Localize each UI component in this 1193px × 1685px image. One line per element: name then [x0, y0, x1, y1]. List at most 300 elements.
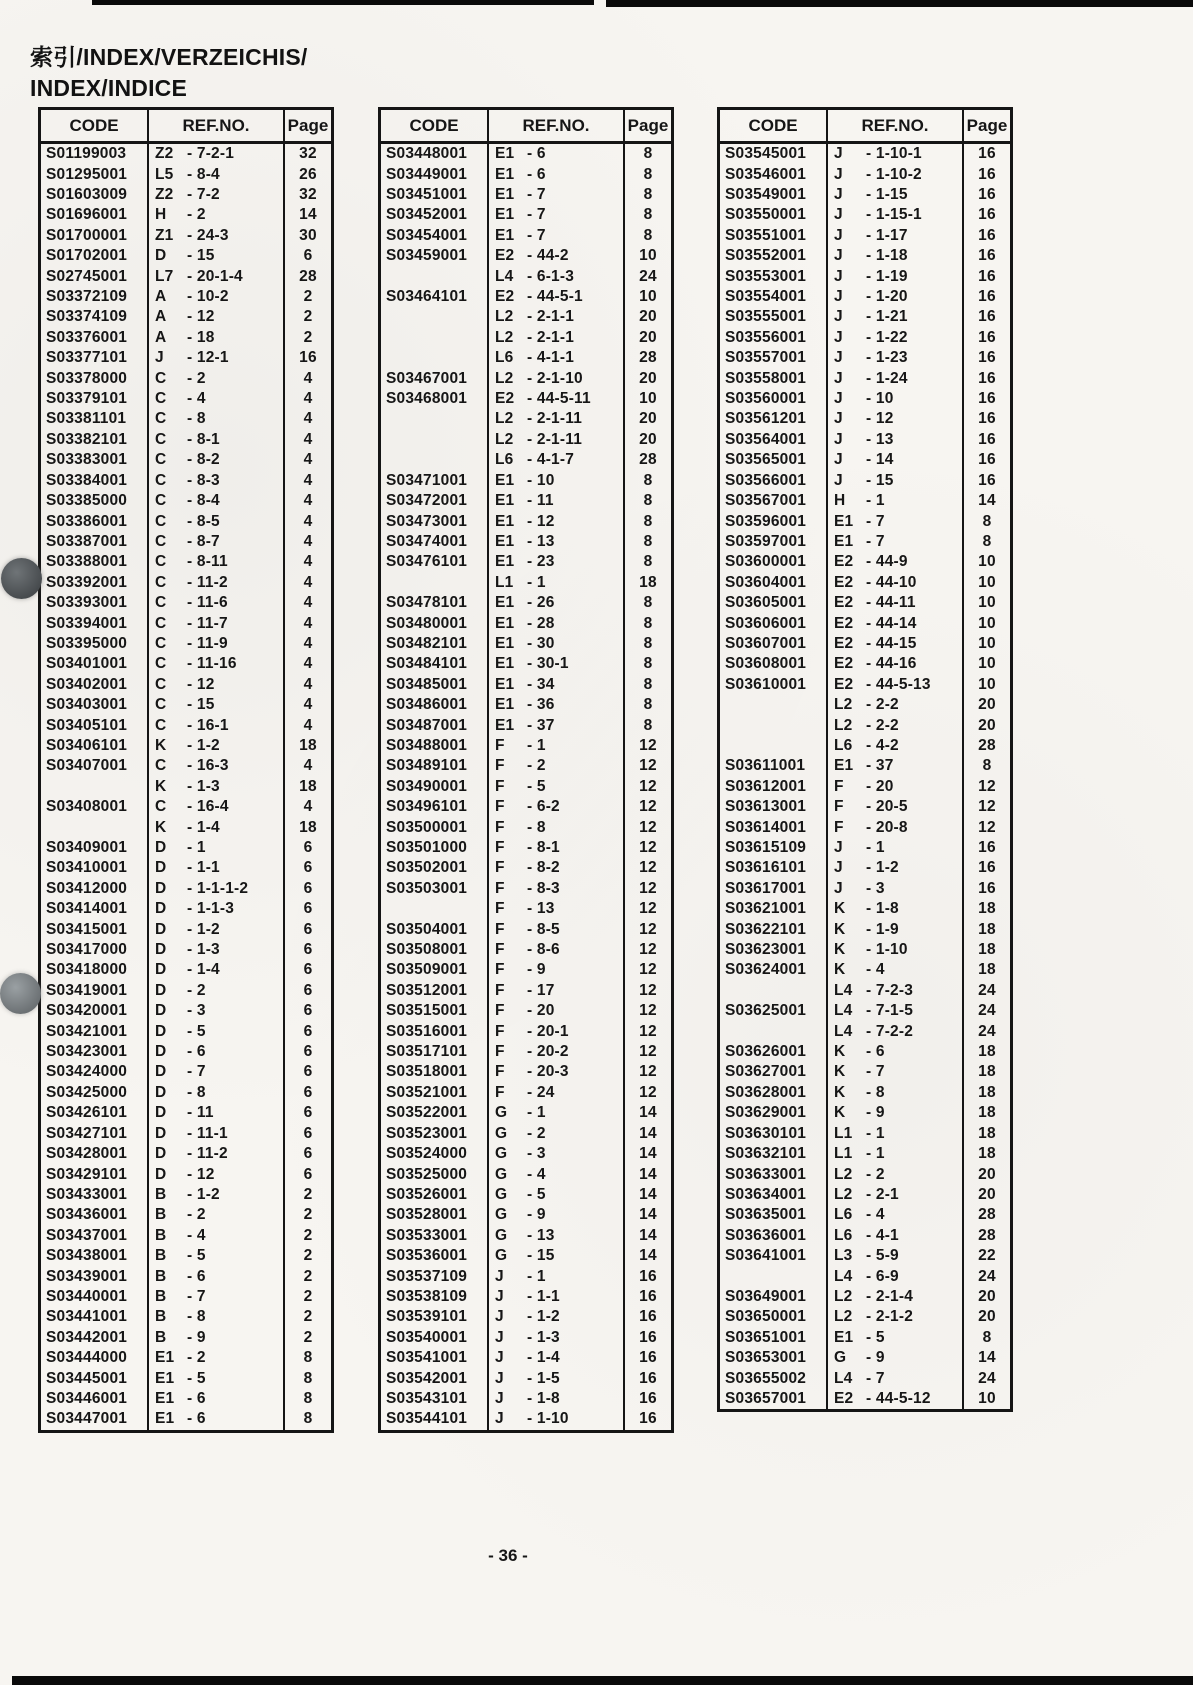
ref-number: - 11-6: [187, 594, 228, 612]
ref-prefix: C: [155, 471, 167, 489]
ref-prefix: E1: [495, 186, 515, 204]
ref-number: - 1: [527, 1104, 546, 1122]
code-cell: [720, 695, 828, 715]
page-cell: 12: [639, 920, 657, 938]
table-row: [41, 144, 331, 164]
table-row: [41, 409, 331, 429]
table-row: [41, 430, 331, 450]
ref-cell: [489, 654, 625, 674]
ref-number: - 7: [527, 226, 546, 244]
ref-prefix: F: [495, 900, 505, 918]
code-cell: S03509001: [381, 960, 489, 980]
ref-cell: [489, 1287, 625, 1307]
code-cell: S03538109: [381, 1287, 489, 1307]
ref-prefix: K: [834, 1063, 846, 1081]
page-cell: 8: [643, 696, 653, 714]
ref-cell: [489, 552, 625, 572]
ref-cell: [149, 287, 285, 307]
ref-cell: [149, 756, 285, 776]
ref-number: - 8: [527, 818, 546, 836]
table-row: [41, 307, 331, 327]
table-row: [720, 797, 1010, 817]
ref-number: - 2-1-4: [866, 1287, 914, 1305]
ref-number: - 2: [187, 1206, 206, 1224]
code-cell: S03504001: [381, 919, 489, 939]
ref-cell: [828, 1103, 964, 1123]
table-row: [41, 1185, 331, 1205]
ref-number: - 5: [187, 1369, 206, 1387]
ref-number: - 8: [866, 1083, 885, 1101]
page-cell: 14: [639, 1247, 657, 1265]
page-cell: 28: [978, 736, 996, 754]
ref-cell: [149, 940, 285, 960]
ref-number: - 11-9: [187, 634, 228, 652]
code-cell: S03454001: [381, 226, 489, 246]
code-cell: S03409001: [41, 838, 149, 858]
code-cell: S03436001: [41, 1205, 149, 1225]
page-cell: 20: [978, 1308, 996, 1326]
ref-number: - 5: [187, 1247, 206, 1265]
page-cell: 4: [303, 634, 313, 652]
page-cell: 18: [639, 573, 657, 591]
code-cell: S03521001: [381, 1083, 489, 1103]
ref-prefix: G: [495, 1124, 508, 1142]
ref-prefix: F: [495, 798, 505, 816]
table-row: [41, 695, 331, 715]
code-cell: S03378000: [41, 368, 149, 388]
ref-number: - 2: [187, 369, 206, 387]
code-cell: S03405101: [41, 715, 149, 735]
table-row: [720, 205, 1010, 225]
table-row: [381, 1266, 671, 1286]
ref-cell: [149, 552, 285, 572]
code-cell: [381, 409, 489, 429]
ref-cell: [828, 532, 964, 552]
ref-prefix: D: [155, 1063, 167, 1081]
ref-number: - 9: [527, 961, 546, 979]
ref-prefix: B: [155, 1308, 167, 1326]
code-cell: S03542001: [381, 1368, 489, 1388]
page-cell: 14: [978, 492, 996, 510]
code-cell: S03487001: [381, 715, 489, 735]
ref-prefix: L4: [834, 981, 853, 999]
table-row: [381, 1001, 671, 1021]
refno-column-header: REF.NO.: [149, 110, 285, 141]
ref-cell: [149, 450, 285, 470]
ref-number: - 1-2: [866, 859, 899, 877]
ref-number: - 44-2: [527, 247, 569, 265]
ref-number: - 12: [187, 675, 215, 693]
ref-number: - 1: [866, 1124, 885, 1142]
ref-prefix: G: [495, 1206, 508, 1224]
table-row: [41, 1287, 331, 1307]
ref-number: - 6: [527, 165, 546, 183]
ref-number: - 1-10-1: [866, 145, 922, 163]
ref-prefix: F: [834, 818, 844, 836]
ref-prefix: K: [834, 1083, 846, 1101]
page-cell: 24: [639, 267, 657, 285]
ref-prefix: F: [495, 1063, 505, 1081]
ref-number: - 4-1: [866, 1226, 899, 1244]
ref-number: - 8-5: [527, 920, 560, 938]
table-row: [720, 736, 1010, 756]
table-row: [41, 654, 331, 674]
ref-prefix: F: [495, 1083, 505, 1101]
ref-number: - 4: [187, 390, 206, 408]
ref-prefix: G: [495, 1145, 508, 1163]
ref-number: - 1-5: [527, 1369, 560, 1387]
page-cell: 8: [643, 206, 653, 224]
table-row: [41, 1205, 331, 1225]
ref-number: - 44-5-11: [527, 390, 591, 408]
ref-cell: [489, 511, 625, 531]
ref-prefix: D: [155, 981, 167, 999]
page-cell: 20: [639, 410, 657, 428]
page-cell: 8: [303, 1369, 313, 1387]
ref-prefix: D: [155, 900, 167, 918]
ref-cell: [149, 1103, 285, 1123]
code-cell: S03392001: [41, 573, 149, 593]
ref-number: - 6-2: [527, 798, 560, 816]
page-cell: 12: [639, 981, 657, 999]
table-row: [41, 1083, 331, 1103]
ref-prefix: L4: [834, 1002, 853, 1020]
table-row: [381, 266, 671, 286]
ref-cell: [828, 573, 964, 593]
table-row: [41, 1001, 331, 1021]
ref-prefix: G: [495, 1247, 508, 1265]
ref-number: - 8-6: [527, 941, 560, 959]
page-cell: 18: [978, 941, 996, 959]
table-row: [381, 756, 671, 776]
page-cell: 4: [303, 492, 313, 510]
page-cell: 14: [639, 1104, 657, 1122]
code-cell: S03553001: [720, 266, 828, 286]
page-cell: 16: [978, 308, 996, 326]
ref-number: - 13: [527, 900, 555, 918]
page-cell: 18: [978, 1083, 996, 1101]
code-cell: S03379101: [41, 389, 149, 409]
ref-cell: [828, 858, 964, 878]
ref-prefix: A: [155, 288, 167, 306]
code-cell: S03490001: [381, 777, 489, 797]
ref-cell: [828, 144, 964, 164]
ref-prefix: E1: [834, 757, 854, 775]
page-cell: 8: [643, 594, 653, 612]
table-row: [720, 1246, 1010, 1266]
code-cell: S03616101: [720, 858, 828, 878]
code-cell: S03550001: [720, 205, 828, 225]
table-row: [381, 1287, 671, 1307]
ref-cell: [489, 879, 625, 899]
page-cell: 20: [639, 369, 657, 387]
ref-number: - 15: [866, 471, 894, 489]
table-row: [720, 879, 1010, 899]
page-cell: 12: [639, 798, 657, 816]
ref-number: - 7: [866, 512, 885, 530]
ref-prefix: K: [834, 900, 846, 918]
ref-prefix: G: [495, 1104, 508, 1122]
code-cell: S03649001: [720, 1287, 828, 1307]
ref-prefix: D: [155, 247, 167, 265]
ref-prefix: E2: [495, 390, 515, 408]
code-cell: S03451001: [381, 185, 489, 205]
code-cell: S03628001: [720, 1083, 828, 1103]
table-row: [720, 348, 1010, 368]
ref-cell: [828, 1389, 964, 1409]
ref-number: - 1-10: [866, 941, 908, 959]
table-row: [720, 552, 1010, 572]
ref-number: - 36: [527, 696, 555, 714]
page-cell: 2: [303, 1328, 313, 1346]
ref-prefix: C: [155, 798, 167, 816]
table-row: [41, 981, 331, 1001]
page-cell: 18: [978, 1104, 996, 1122]
page-cell: 10: [978, 655, 996, 673]
page-cell: 32: [299, 186, 317, 204]
table-row: [381, 450, 671, 470]
ref-cell: [828, 1266, 964, 1286]
page-cell: 16: [978, 410, 996, 428]
ref-number: - 1-19: [866, 267, 908, 285]
ref-cell: [489, 940, 625, 960]
ref-cell: [828, 1368, 964, 1388]
ref-cell: [489, 777, 625, 797]
ref-number: - 6-9: [866, 1267, 899, 1285]
ref-prefix: K: [834, 1104, 846, 1122]
code-cell: S01700001: [41, 226, 149, 246]
ref-prefix: B: [155, 1287, 167, 1305]
ref-cell: [489, 981, 625, 1001]
ref-number: - 2-1: [866, 1185, 899, 1203]
ref-number: - 9: [866, 1104, 885, 1122]
table-row: [381, 409, 671, 429]
code-cell: S03503001: [381, 879, 489, 899]
ref-number: - 7: [527, 206, 546, 224]
table-row: [41, 715, 331, 735]
table-row: [720, 430, 1010, 450]
ref-prefix: B: [155, 1226, 167, 1244]
code-cell: S03474001: [381, 532, 489, 552]
table-row: [720, 1226, 1010, 1246]
page-cell: 14: [299, 206, 317, 224]
ref-number: - 13: [527, 532, 555, 550]
ref-cell: [149, 919, 285, 939]
table-row: [41, 675, 331, 695]
refno-column-header: REF.NO.: [828, 110, 964, 141]
page-cell: 14: [639, 1124, 657, 1142]
ref-number: - 20-1-4: [187, 267, 243, 285]
ref-number: - 7: [527, 186, 546, 204]
code-cell: S03440001: [41, 1287, 149, 1307]
ref-cell: [828, 471, 964, 491]
table-row: [381, 573, 671, 593]
ref-cell: [489, 246, 625, 266]
ref-cell: [828, 675, 964, 695]
table-row: [381, 634, 671, 654]
ref-prefix: C: [155, 553, 167, 571]
ref-cell: [489, 491, 625, 511]
ref-prefix: D: [155, 879, 167, 897]
code-cell: S03546001: [720, 164, 828, 184]
table-row: [381, 1021, 671, 1041]
page-cell: 10: [978, 594, 996, 612]
page-cell: 12: [639, 757, 657, 775]
ref-number: - 8: [187, 1308, 206, 1326]
code-cell: S03515001: [381, 1001, 489, 1021]
ref-prefix: J: [834, 451, 843, 469]
page-cell: 18: [978, 920, 996, 938]
page-cell: 16: [978, 390, 996, 408]
page-cell: 4: [303, 471, 313, 489]
code-cell: [720, 1021, 828, 1041]
ref-prefix: D: [155, 1043, 167, 1061]
ref-cell: [149, 389, 285, 409]
table-row: [41, 246, 331, 266]
table-row: [41, 1124, 331, 1144]
ref-cell: [149, 1124, 285, 1144]
ref-number: - 7-2: [187, 186, 220, 204]
code-cell: S03525000: [381, 1164, 489, 1184]
code-cell: S03554001: [720, 287, 828, 307]
page-cell: 26: [299, 165, 317, 183]
code-cell: S03423001: [41, 1042, 149, 1062]
ref-cell: [149, 1328, 285, 1348]
page-cell: 12: [639, 859, 657, 877]
page-cell: 8: [643, 553, 653, 571]
ref-cell: [489, 389, 625, 409]
code-cell: S03452001: [381, 205, 489, 225]
ref-prefix: F: [495, 839, 505, 857]
ref-number: - 8-7: [187, 532, 220, 550]
ref-cell: [828, 1185, 964, 1205]
table-row: [720, 328, 1010, 348]
table-row: [720, 838, 1010, 858]
table-row: [41, 1328, 331, 1348]
ref-number: - 1-3: [187, 941, 220, 959]
punch-hole-bottom: [0, 973, 41, 1014]
ref-prefix: C: [155, 614, 167, 632]
page-cell: 30: [299, 226, 317, 244]
ref-prefix: C: [155, 594, 167, 612]
table-row: [381, 491, 671, 511]
ref-cell: [489, 1144, 625, 1164]
table-row: [381, 919, 671, 939]
ref-cell: [489, 1185, 625, 1205]
ref-cell: [149, 593, 285, 613]
code-cell: S03385000: [41, 491, 149, 511]
table-row: [720, 1368, 1010, 1388]
ref-cell: [828, 1083, 964, 1103]
ref-cell: [828, 960, 964, 980]
ref-cell: [828, 226, 964, 246]
ref-cell: [828, 879, 964, 899]
ref-number: - 1-15: [866, 186, 908, 204]
page-cell: 4: [303, 430, 313, 448]
page-cell: 8: [643, 165, 653, 183]
ref-number: - 1-2: [187, 736, 220, 754]
ref-number: - 8-4: [187, 492, 220, 510]
ref-cell: [149, 1083, 285, 1103]
ref-prefix: C: [155, 390, 167, 408]
code-cell: S03401001: [41, 654, 149, 674]
ref-prefix: D: [155, 1104, 167, 1122]
ref-cell: [149, 409, 285, 429]
page-cell: 4: [303, 390, 313, 408]
page-cell: 18: [299, 777, 317, 795]
ref-prefix: D: [155, 1124, 167, 1142]
ref-prefix: L6: [495, 451, 514, 469]
code-cell: S03472001: [381, 491, 489, 511]
ref-prefix: J: [834, 328, 843, 346]
ref-number: - 44-5-12: [866, 1389, 931, 1407]
ref-number: - 4-2: [866, 736, 899, 754]
ref-prefix: J: [834, 165, 843, 183]
ref-cell: [489, 409, 625, 429]
table-header: [41, 110, 331, 144]
table-row: [41, 593, 331, 613]
ref-prefix: C: [155, 532, 167, 550]
page-cell: 24: [978, 1022, 996, 1040]
table-row: [41, 940, 331, 960]
code-cell: S03623001: [720, 940, 828, 960]
page-column-header: Page: [966, 115, 1008, 135]
ref-prefix: J: [834, 288, 843, 306]
ref-cell: [489, 1409, 625, 1429]
ref-prefix: L2: [495, 308, 514, 326]
ref-prefix: F: [495, 1022, 505, 1040]
code-cell: S03567001: [720, 491, 828, 511]
table-row: [720, 185, 1010, 205]
ref-prefix: D: [155, 1145, 167, 1163]
ref-cell: [828, 756, 964, 776]
table-row: [381, 1185, 671, 1205]
table-row: [720, 471, 1010, 491]
ref-prefix: L3: [834, 1247, 853, 1265]
table-row: [41, 879, 331, 899]
code-cell: S03634001: [720, 1185, 828, 1205]
ref-prefix: G: [495, 1226, 508, 1244]
ref-number: - 44-5-13: [866, 675, 931, 693]
ref-cell: [489, 634, 625, 654]
ref-prefix: C: [155, 655, 167, 673]
code-cell: S01696001: [41, 205, 149, 225]
ref-prefix: D: [155, 859, 167, 877]
page-cell: 16: [639, 1287, 657, 1305]
ref-cell: [828, 634, 964, 654]
ref-prefix: E1: [834, 512, 854, 530]
code-cell: S03627001: [720, 1062, 828, 1082]
code-cell: S03613001: [720, 797, 828, 817]
ref-prefix: F: [495, 961, 505, 979]
ref-number: - 6: [187, 1389, 206, 1407]
ref-prefix: J: [834, 186, 843, 204]
code-cell: S03617001: [720, 879, 828, 899]
ref-cell: [828, 430, 964, 450]
ref-prefix: B: [155, 1206, 167, 1224]
ref-number: - 20-2: [527, 1043, 569, 1061]
ref-number: - 3: [866, 879, 885, 897]
table-row: [720, 1287, 1010, 1307]
page-cell: 8: [982, 1328, 992, 1346]
code-cell: S03382101: [41, 430, 149, 450]
table-row: [720, 1266, 1010, 1286]
ref-prefix: D: [155, 1022, 167, 1040]
table-row: [41, 532, 331, 552]
ref-number: - 44-10: [866, 573, 917, 591]
code-cell: S03381101: [41, 409, 149, 429]
page-cell: 16: [639, 1267, 657, 1285]
